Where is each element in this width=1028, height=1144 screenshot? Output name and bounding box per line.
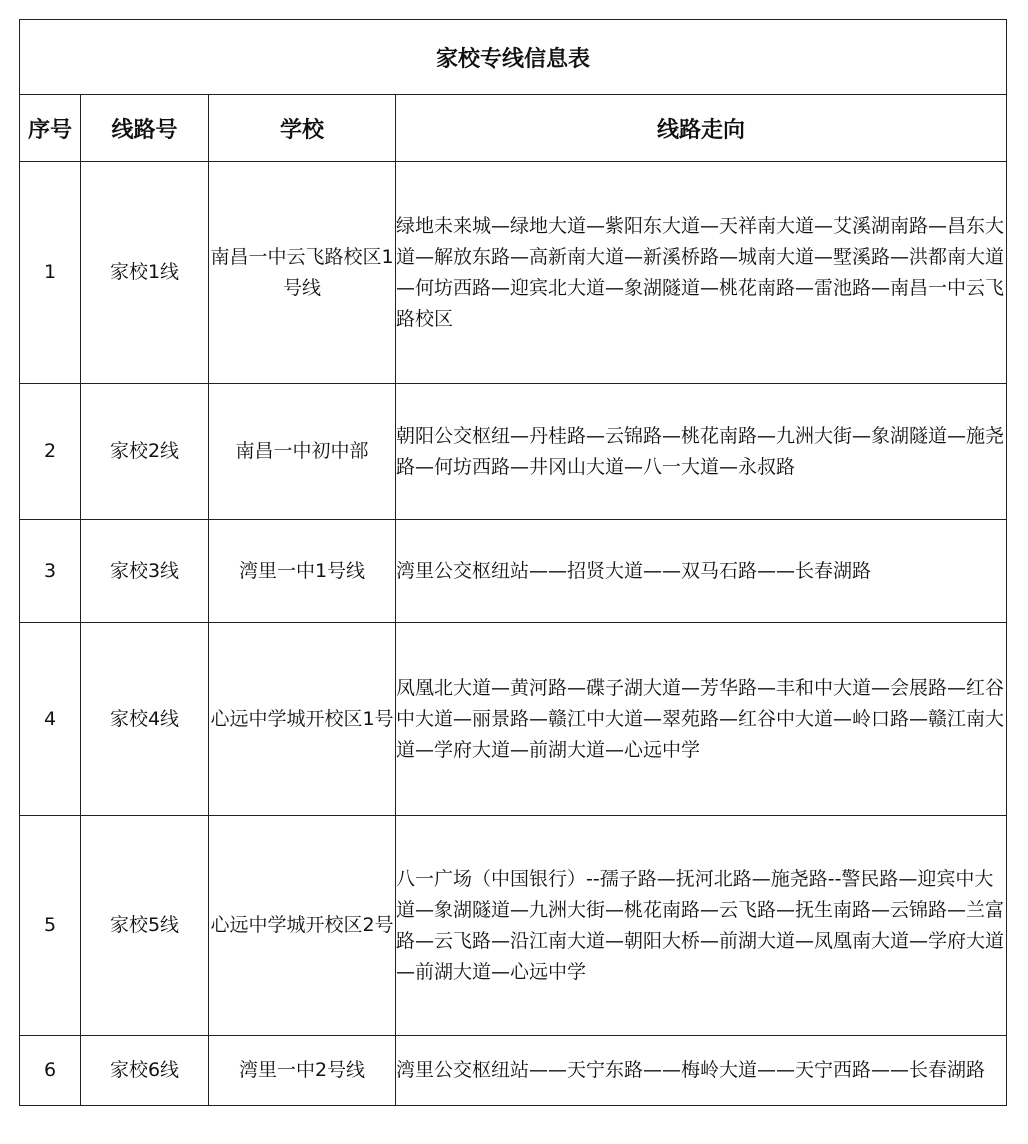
row-no: 3	[20, 520, 81, 623]
header-no: 序号	[20, 95, 81, 162]
row-school: 湾里一中1号线	[209, 520, 396, 623]
row-line: 家校4线	[81, 623, 209, 816]
row-no: 6	[20, 1036, 81, 1106]
row-route: 八一广场（中国银行）--孺子路—抚河北路—施尧路--警民路—迎宾中大道—象湖隧道—九洲大街—桃花南路—云飞路—抚生南路—云锦路—兰富路—云飞路—沿江南大道—朝阳大桥—前湖大道—凤凰南大道—学府大道—前湖大道—心远中学	[396, 816, 1007, 1036]
row-route: 凤凰北大道—黄河路—碟子湖大道—芳华路—丰和中大道—会展路—红谷中大道—丽景路—赣江中大道—翠苑路—红谷中大道—岭口路—赣江南大道—学府大道—前湖大道—心远中学	[396, 623, 1007, 816]
header-route: 线路走向	[396, 95, 1007, 162]
row-route: 朝阳公交枢纽—丹桂路—云锦路—桃花南路—九洲大街—象湖隧道—施尧路—何坊西路—井冈山大道—八一大道—永叔路	[396, 384, 1007, 520]
row-no: 2	[20, 384, 81, 520]
row-no: 4	[20, 623, 81, 816]
row-school: 湾里一中2号线	[209, 1036, 396, 1106]
row-school: 南昌一中初中部	[209, 384, 396, 520]
table-row	[20, 816, 1007, 1036]
row-no: 1	[20, 162, 81, 384]
row-line: 家校5线	[81, 816, 209, 1036]
table-title: 家校专线信息表	[20, 20, 1007, 95]
table-title-row	[20, 20, 1007, 95]
row-line: 家校6线	[81, 1036, 209, 1106]
row-school: 心远中学城开校区1号	[209, 623, 396, 816]
row-school: 心远中学城开校区2号	[209, 816, 396, 1036]
row-route: 绿地未来城—绿地大道—紫阳东大道—天祥南大道—艾溪湖南路—昌东大道—解放东路—高新南大道—新溪桥路—城南大道—墅溪路—洪都南大道—何坊西路—迎宾北大道—象湖隧道—桃花南路—雷池路—南昌一中云飞路校区	[396, 162, 1007, 384]
row-school: 南昌一中云飞路校区1号线	[209, 162, 396, 384]
table-header-row	[20, 95, 1007, 162]
route-info-table	[19, 19, 1007, 1106]
table-row	[20, 384, 1007, 520]
table-row	[20, 623, 1007, 816]
header-school: 学校	[209, 95, 396, 162]
row-line: 家校3线	[81, 520, 209, 623]
row-line: 家校1线	[81, 162, 209, 384]
row-route: 湾里公交枢纽站——天宁东路——梅岭大道——天宁西路——长春湖路	[396, 1036, 1007, 1106]
row-no: 5	[20, 816, 81, 1036]
table-row	[20, 520, 1007, 623]
table-row	[20, 162, 1007, 384]
row-line: 家校2线	[81, 384, 209, 520]
row-route: 湾里公交枢纽站——招贤大道——双马石路——长春湖路	[396, 520, 1007, 623]
table-row	[20, 1036, 1007, 1106]
header-line: 线路号	[81, 95, 209, 162]
